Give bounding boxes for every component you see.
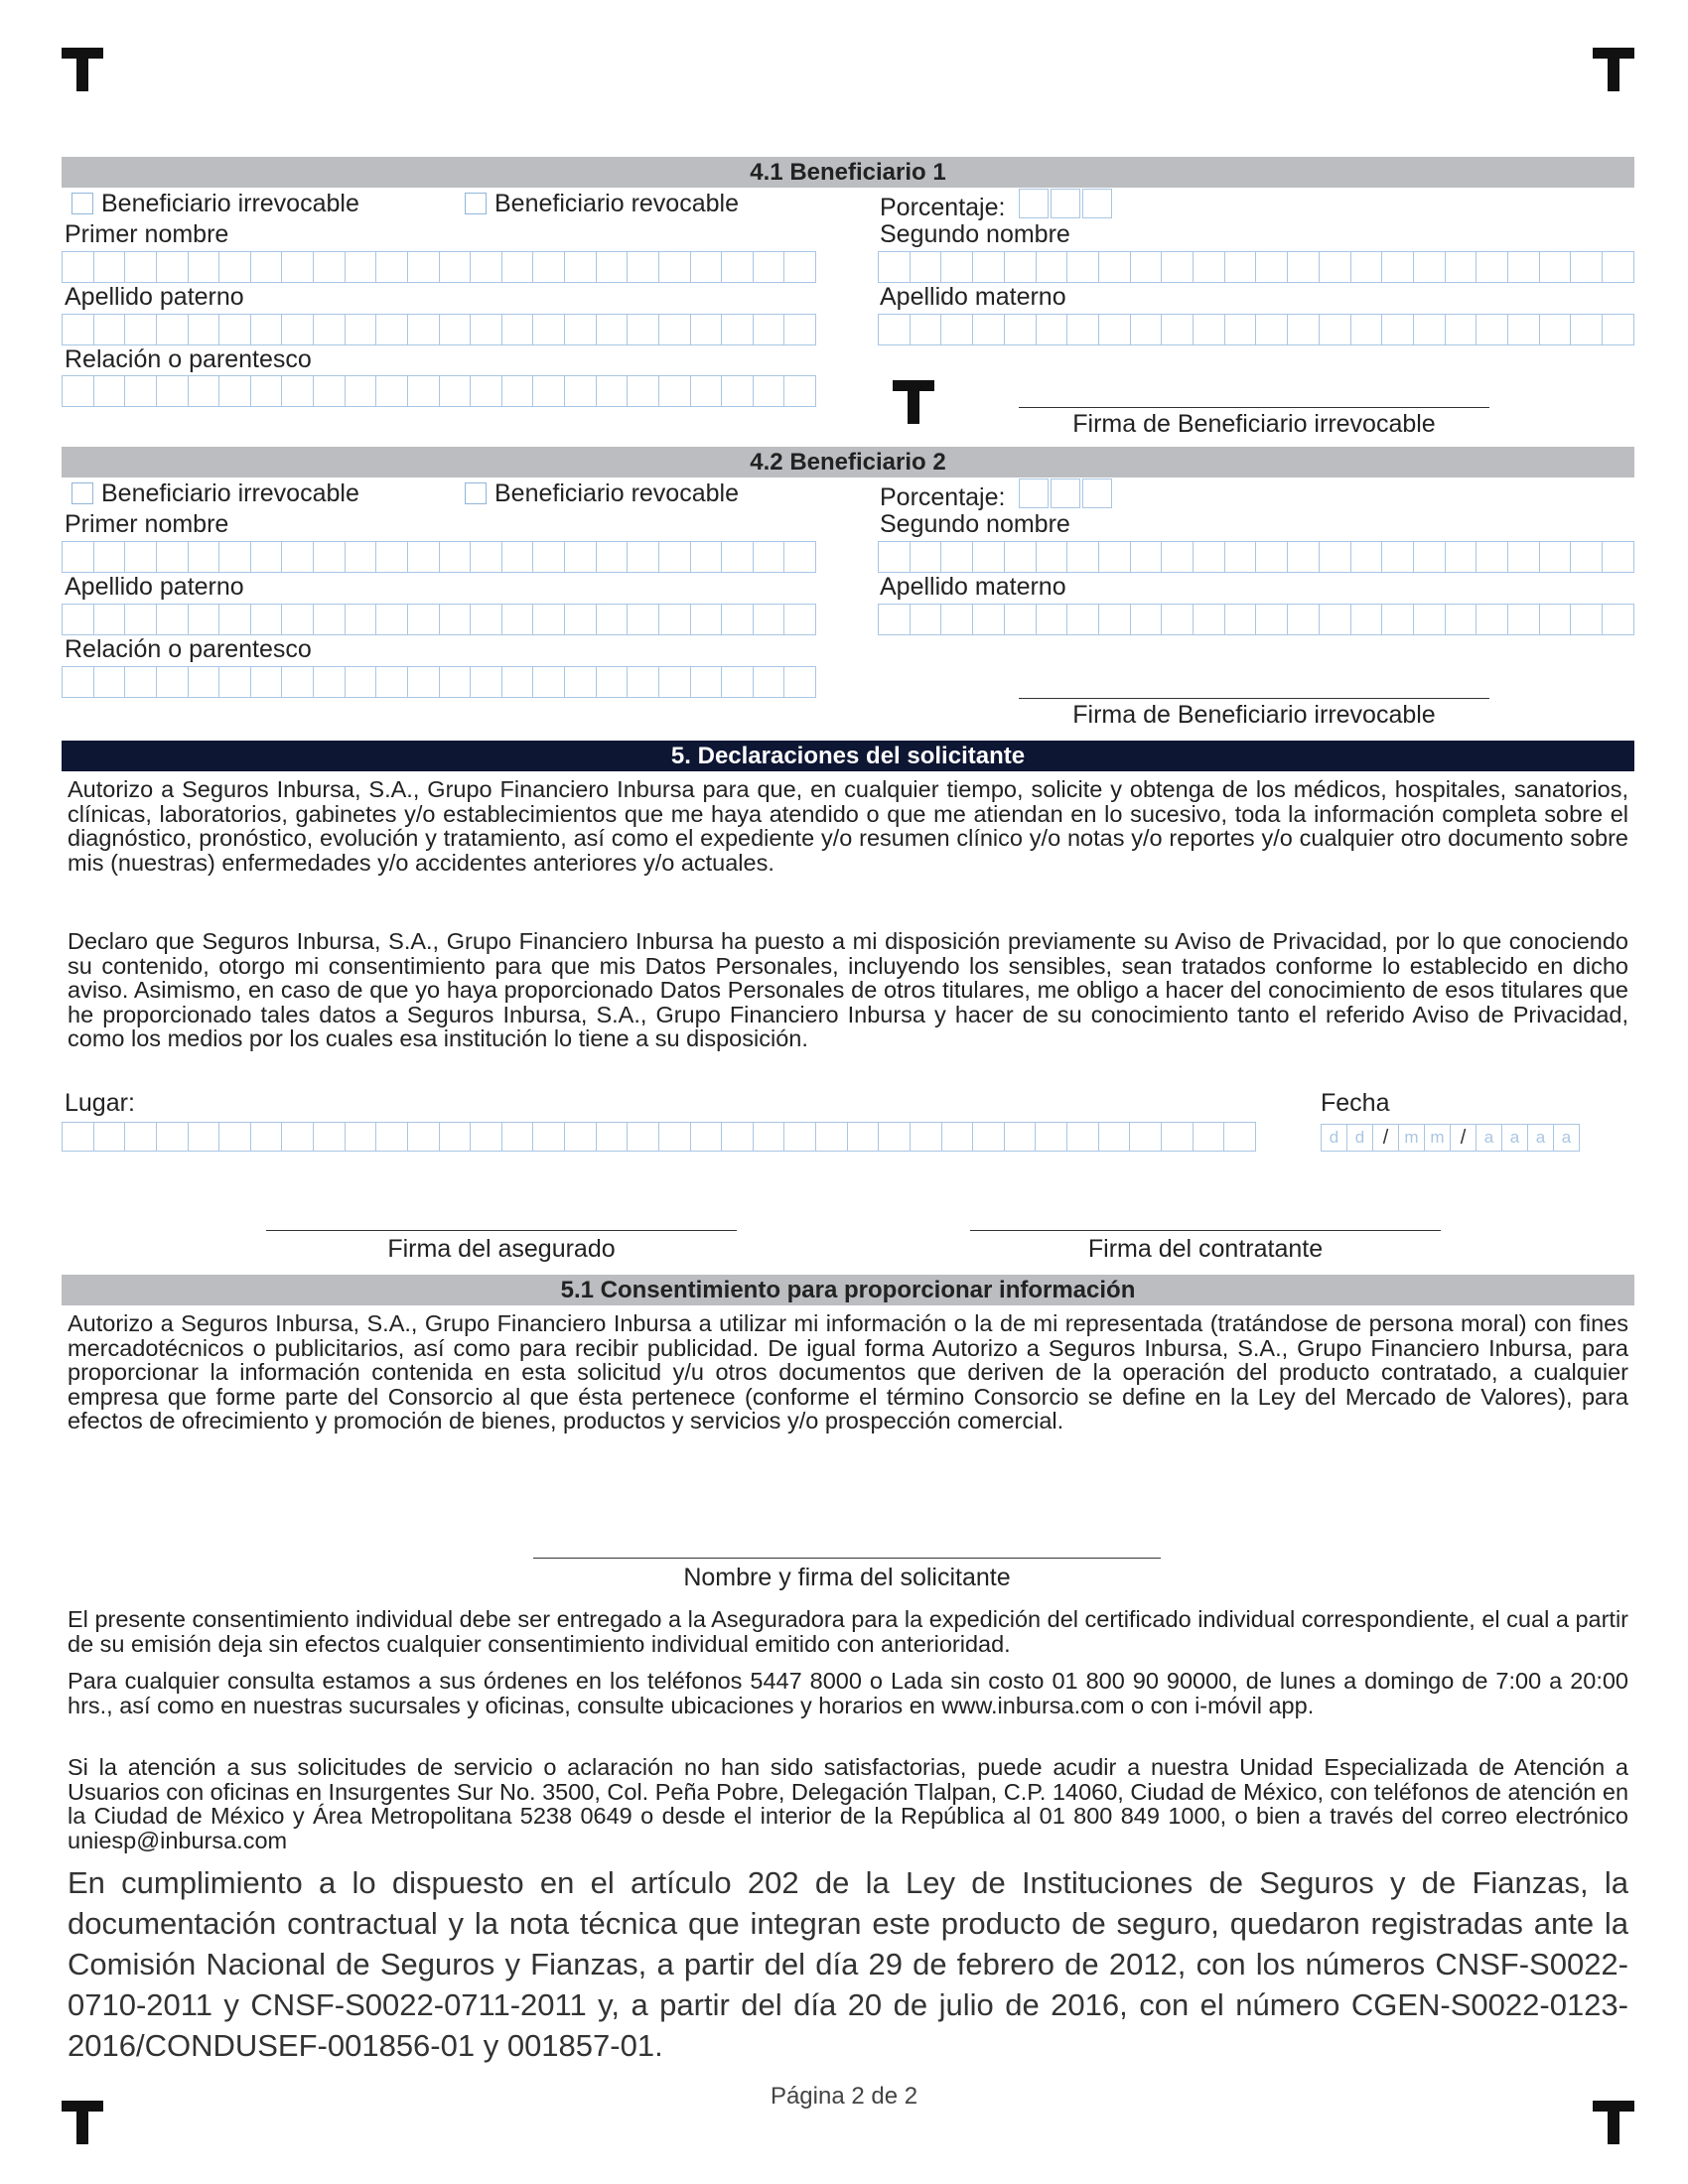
section-header-beneficiario-1: 4.1 Beneficiario 1 xyxy=(62,157,1634,188)
input-apellido-paterno-2[interactable] xyxy=(62,604,816,635)
input-primer-nombre-1[interactable] xyxy=(62,251,816,283)
section-header-consentimiento: 5.1 Consentimiento para proporcionar información xyxy=(62,1275,1634,1305)
declaration-paragraph-1: Autorizo a Seguros Inbursa, S.A., Grupo Financiero Inbursa para que, en cualquier tiempo, solicite y obtenga de los médicos, hospitales, sanatorios, clínicas, laboratorios, gabinetes y/o establecimientos que me haya atendido o que me atiendan en lo sucesivo, toda la información completa sobre el diagnóstico, pronóstico, evolución y tratamiento, así como el expediente y/o resumen clínico y/o notas y/o reportes y/o cualquier otro documento sobre mis (nuestras) enfermedades y/o accidentes anteriores y/o actuales. xyxy=(68,776,1628,876)
label-primer-nombre-2: Primer nombre xyxy=(65,510,229,538)
label-fecha: Fecha xyxy=(1321,1089,1390,1117)
input-segundo-nombre-2[interactable] xyxy=(878,541,1634,573)
checkbox-beneficiario-irrevocable-2[interactable] xyxy=(71,482,93,504)
label-beneficiario-irrevocable-2: Beneficiario irrevocable xyxy=(101,479,359,507)
input-apellido-materno-1[interactable] xyxy=(878,314,1634,345)
label-beneficiario-irrevocable-1: Beneficiario irrevocable xyxy=(101,190,359,217)
label-primer-nombre-1: Primer nombre xyxy=(65,220,229,248)
signature-line-solicitante[interactable] xyxy=(533,1558,1161,1559)
label-firma-asegurado: Firma del asegurado xyxy=(387,1235,616,1263)
checkbox-beneficiario-revocable-1[interactable] xyxy=(465,193,487,214)
note-unidad-especializada: Si la atención a sus solicitudes de servicio o aclaración no han sido satisfactorias, puede acudir a nuestra Unidad Especializada de Atención a Usuarios con oficinas en Insurgentes Sur No. 3500, Col. Peña Pobre, Delegación Tlalpan, C.P. 14060, Ciudad de México, con teléfonos de atención en la Ciudad de México y Área Metropolitana 5238 0649 o desde el interior de la República al 01 800 849 1000, o bien a través del correo electrónico uniesp@inbursa.com xyxy=(68,1754,1629,1853)
registration-mark-top-right xyxy=(1593,48,1634,91)
label-apellido-paterno-2: Apellido paterno xyxy=(65,573,244,601)
input-relacion-2[interactable] xyxy=(62,666,816,698)
note-consentimiento: El presente consentimiento individual debe ser entregado a la Aseguradora para la expedición del certificado individual correspondiente, el cual a partir de su emisión deja sin efectos cualquier consentimiento individual emitido con anterioridad. xyxy=(68,1606,1628,1657)
legal-registration-text: En cumplimiento a lo dispuesto en el artículo 202 de la Ley de Instituciones de Seguros y de Fianzas, la documentación contractual y la nota técnica que integran este producto de seguro, quedaron registradas ante la Comisión Nacional de Seguros y Fianzas, a partir del día 29 de febrero de 2012, con los números CNSF-S0022-0710-2011 y CNSF-S0022-0711-2011 y, a partir del día 20 de julio de 2016, con el número CGEN-S0022-0123-2016/CONDUSEF-001856-01 y 001857-01. xyxy=(68,1865,1628,2063)
date-month-1: m xyxy=(1399,1125,1425,1151)
checkbox-beneficiario-revocable-2[interactable] xyxy=(465,482,487,504)
date-separator-2: / xyxy=(1451,1125,1477,1151)
label-lugar: Lugar: xyxy=(65,1089,135,1117)
label-firma-beneficiario-2: Firma de Beneficiario irrevocable xyxy=(1072,701,1436,729)
date-year-2: a xyxy=(1502,1125,1528,1151)
section-header-beneficiario-2: 4.2 Beneficiario 2 xyxy=(62,447,1634,478)
label-relacion-2: Relación o parentesco xyxy=(65,635,312,663)
date-day-1: d xyxy=(1322,1125,1347,1151)
label-firma-beneficiario-1: Firma de Beneficiario irrevocable xyxy=(1072,410,1436,438)
input-porcentaje-1[interactable] xyxy=(1019,189,1114,218)
note-contacto: Para cualquier consulta estamos a sus órdenes en los teléfonos 5447 8000 o Lada sin costo 01 800 90 90000, de lunes a domingo de 7:00 a 20:00 hrs., así como en nuestras sucursales y oficinas, consulte ubicaciones y horarios en www.inbursa.com o con i-móvil app. xyxy=(68,1668,1628,1718)
page-number: Página 2 de 2 xyxy=(770,2083,918,2110)
input-apellido-paterno-1[interactable] xyxy=(62,314,816,345)
signature-line-beneficiario-1[interactable] xyxy=(1019,407,1489,408)
label-beneficiario-revocable-1: Beneficiario revocable xyxy=(494,190,739,217)
input-apellido-materno-2[interactable] xyxy=(878,604,1634,635)
section-header-declaraciones: 5. Declaraciones del solicitante xyxy=(62,741,1634,771)
signature-line-contratante[interactable] xyxy=(970,1230,1441,1231)
label-apellido-materno-2: Apellido materno xyxy=(880,573,1066,601)
date-day-2: d xyxy=(1347,1125,1373,1151)
input-relacion-1[interactable] xyxy=(62,375,816,407)
input-fecha[interactable] xyxy=(1321,1124,1580,1152)
input-porcentaje-2[interactable] xyxy=(1019,478,1114,508)
label-apellido-paterno-1: Apellido paterno xyxy=(65,283,244,311)
date-separator-1: / xyxy=(1373,1125,1399,1151)
date-year-3: a xyxy=(1528,1125,1554,1151)
date-year-1: a xyxy=(1477,1125,1502,1151)
input-lugar[interactable] xyxy=(62,1122,1256,1152)
label-firma-contratante: Firma del contratante xyxy=(1087,1235,1324,1263)
signature-line-asegurado[interactable] xyxy=(266,1230,737,1231)
label-firma-solicitante: Nombre y firma del solicitante xyxy=(683,1564,1011,1591)
label-beneficiario-revocable-2: Beneficiario revocable xyxy=(494,479,739,507)
signature-line-beneficiario-2[interactable] xyxy=(1019,698,1489,699)
label-segundo-nombre-1: Segundo nombre xyxy=(880,220,1070,248)
label-apellido-materno-1: Apellido materno xyxy=(880,283,1066,311)
registration-mark-middle xyxy=(893,380,934,424)
label-porcentaje-2: Porcentaje: xyxy=(880,483,1006,511)
label-porcentaje-1: Porcentaje: xyxy=(880,194,1006,221)
date-month-2: m xyxy=(1425,1125,1451,1151)
consent-paragraph: Autorizo a Seguros Inbursa, S.A., Grupo Financiero Inbursa a utilizar mi información o la de mi representada (tratándose de persona moral) con fines mercadotécnicos o publicitarios, así como para recibir publicidad. De igual forma Autorizo a Seguros Inbursa, S.A., Grupo Financiero Inbursa, para proporcionar la información contenida en esta solicitud y/u otros documentos que deriven de la operación del producto contratado, a cualquier empresa que forme parte del Consorcio al que ésta pertenece (conforme el término Consorcio se define en la Ley del Mercado de Valores), para efectos de ofrecimiento y promoción de bienes, productos y servicios y/o prospección comercial. xyxy=(68,1310,1628,1433)
date-year-4: a xyxy=(1561,1128,1572,1147)
input-primer-nombre-2[interactable] xyxy=(62,541,816,573)
checkbox-beneficiario-irrevocable-1[interactable] xyxy=(71,193,93,214)
input-segundo-nombre-1[interactable] xyxy=(878,251,1634,283)
registration-mark-top-left xyxy=(62,48,103,91)
label-segundo-nombre-2: Segundo nombre xyxy=(880,510,1070,538)
declaration-paragraph-2: Declaro que Seguros Inbursa, S.A., Grupo Financiero Inbursa ha puesto a mi disposición previamente su Aviso de Privacidad, por lo que conociendo su contenido, otorgo mi consentimiento para que mis Datos Personales, incluyendo los sensibles, sean tratados conforme lo establecido en dicho aviso. Asimismo, en caso de que yo haya proporcionado Datos Personales de otros titulares, me obligo a hacer del conocimiento de esos titulares que he proporcionado tales datos a Seguros Inbursa, S.A., Grupo Financiero Inbursa y hacer de su conocimiento tanto el referido Aviso de Privacidad, como los medios por los cuales esa institución lo tiene a su disposición. xyxy=(68,928,1628,1051)
label-relacion-1: Relación o parentesco xyxy=(65,345,312,373)
